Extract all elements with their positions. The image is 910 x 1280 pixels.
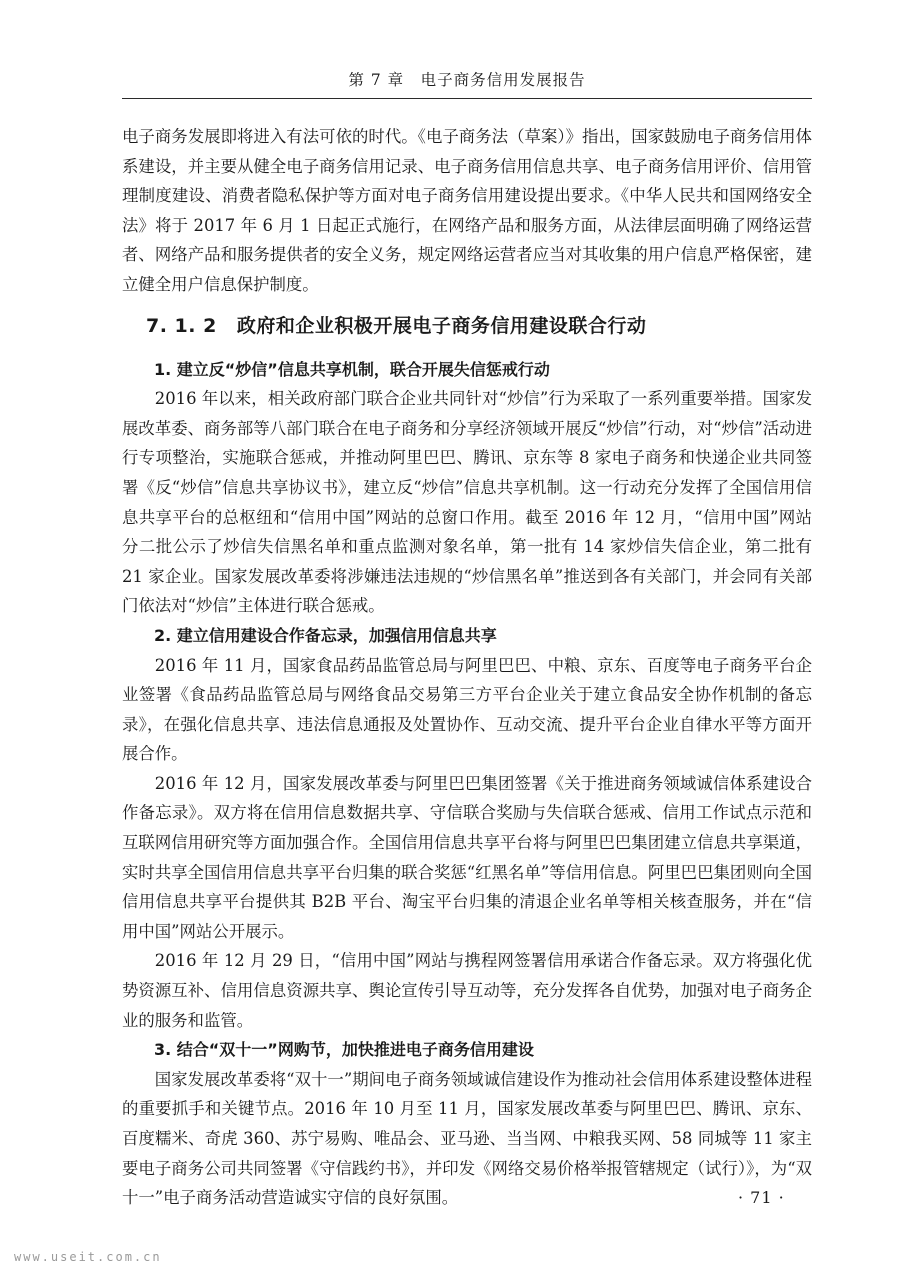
- paragraph: 2016 年 12 月 29 日，“信用中国”网站与携程网签署信用承诺合作备忘录。双方将强化优势资源互补、信用信息资源共享、舆论宣传引导互动等，充分发挥各自优势，加强对电子商务企业的服务和监管。: [122, 951, 812, 1030]
- intro-paragraph: 电子商务发展即将进入有法可依的时代。《电子商务法（草案）》指出，国家鼓励电子商务信用体系建设，并主要从健全电子商务信用记录、电子商务信用信息共享、电子商务信用评价、信用管理制度建设、消费者隐私保护等方面对电子商务信用建设提出要求。《中华人民共和国网络安全法》将于 2017 年 6 月 1 日起正式施行，在网络产品和服务方面，从法律层面明确了网络运营者、网络产品和服务提供者的安全义务，规定网络运营者应当对其收集的用户信息严格保密，建立健全用户信息保护制度。: [122, 127, 812, 294]
- paragraph: 2016 年 12 月，国家发展改革委与阿里巴巴集团签署《关于推进商务领域诚信体系建设合作备忘录》。双方将在信用信息数据共享、守信联合奖励与失信联合惩戒、信用工作试点示范和互联网信用研究等方面加强合作。全国信用信息共享平台将与阿里巴巴集团建立信息共享渠道，实时共享全国信用信息共享平台归集的联合奖惩“红黑名单”等信用信息。阿里巴巴集团则向全国信用信息共享平台提供其 B2B 平台、淘宝平台归集的清退企业名单等相关核查服务，并在“信用中国”网站公开展示。: [122, 773, 812, 941]
- paragraph: 2016 年以来，相关政府部门联合企业共同针对“炒信”行为采取了一系列重要举措。国家发展改革委、商务部等八部门联合在电子商务和分享经济领域开展反“炒信”行动，对“炒信”活动进行专项整治，实施联合惩戒，并推动阿里巴巴、腾讯、京东等 8 家电子商务和快递企业共同签署《反“炒信”信息共享协议书》，建立反“炒信”信息共享机制。这一行动充分发挥了全国信用信息共享平台的总枢纽和“信用中国”网站的总窗口作用。截至 2016 年 12 月，“信用中国”网站分二批公示了炒信失信黑名单和重点监测对象名单，第一批有 14 家炒信失信企业，第二批有 21 家企业。国家发展改革委将涉嫌违法违规的“炒信黑名单”推送到各有关部门，并会同有关部门依法对“炒信”主体进行联合惩戒。: [122, 389, 812, 616]
- page-number: · 71 ·: [738, 1188, 785, 1207]
- subsection-heading-3: 3. 结合“双十一”网购节，加快推进电子商务信用建设: [154, 1040, 534, 1060]
- page-content: [122, 122, 812, 1213]
- section-title: 政府和企业积极开展电子商务信用建设联合行动: [236, 314, 647, 337]
- watermark: www.useit.com.cn: [14, 1250, 162, 1264]
- running-header: [122, 64, 812, 99]
- paragraph: 2016 年 11 月，国家食品药品监管总局与阿里巴巴、中粮、京东、百度等电子商务平台企业签署《食品药品监管总局与网络食品交易第三方平台企业关于建立食品安全协作机制的备忘录》，在强化信息共享、违法信息通报及处置协作、互动交流、提升平台企业自律水平等方面开展合作。: [122, 655, 812, 764]
- running-header-title: 第 7 章 电子商务信用发展报告: [348, 71, 586, 89]
- section-number: 7. 1. 2: [146, 314, 217, 337]
- subsection-heading-2: 2. 建立信用建设合作备忘录，加强信用信息共享: [154, 625, 497, 645]
- section-heading: [146, 312, 812, 340]
- subsection-heading-1: 1. 建立反“炒信”信息共享机制，联合开展失信惩戒行动: [154, 359, 550, 379]
- paragraph: 国家发展改革委将“双十一”期间电子商务领域诚信建设作为推动社会信用体系建设整体进程的重要抓手和关键节点。2016 年 10 月至 11 月，国家发展改革委与阿里巴巴、腾讯、京东、百度糯米、奇虎 360、苏宁易购、唯品会、亚马逊、当当网、中粮我买网、58 同城等 11 家主要电子商务公司共同签署《守信践约书》，并印发《网络交易价格举报管辖规定（试行）》，为“双十一”电子商务活动营造诚实守信的良好氛围。: [122, 1069, 812, 1208]
